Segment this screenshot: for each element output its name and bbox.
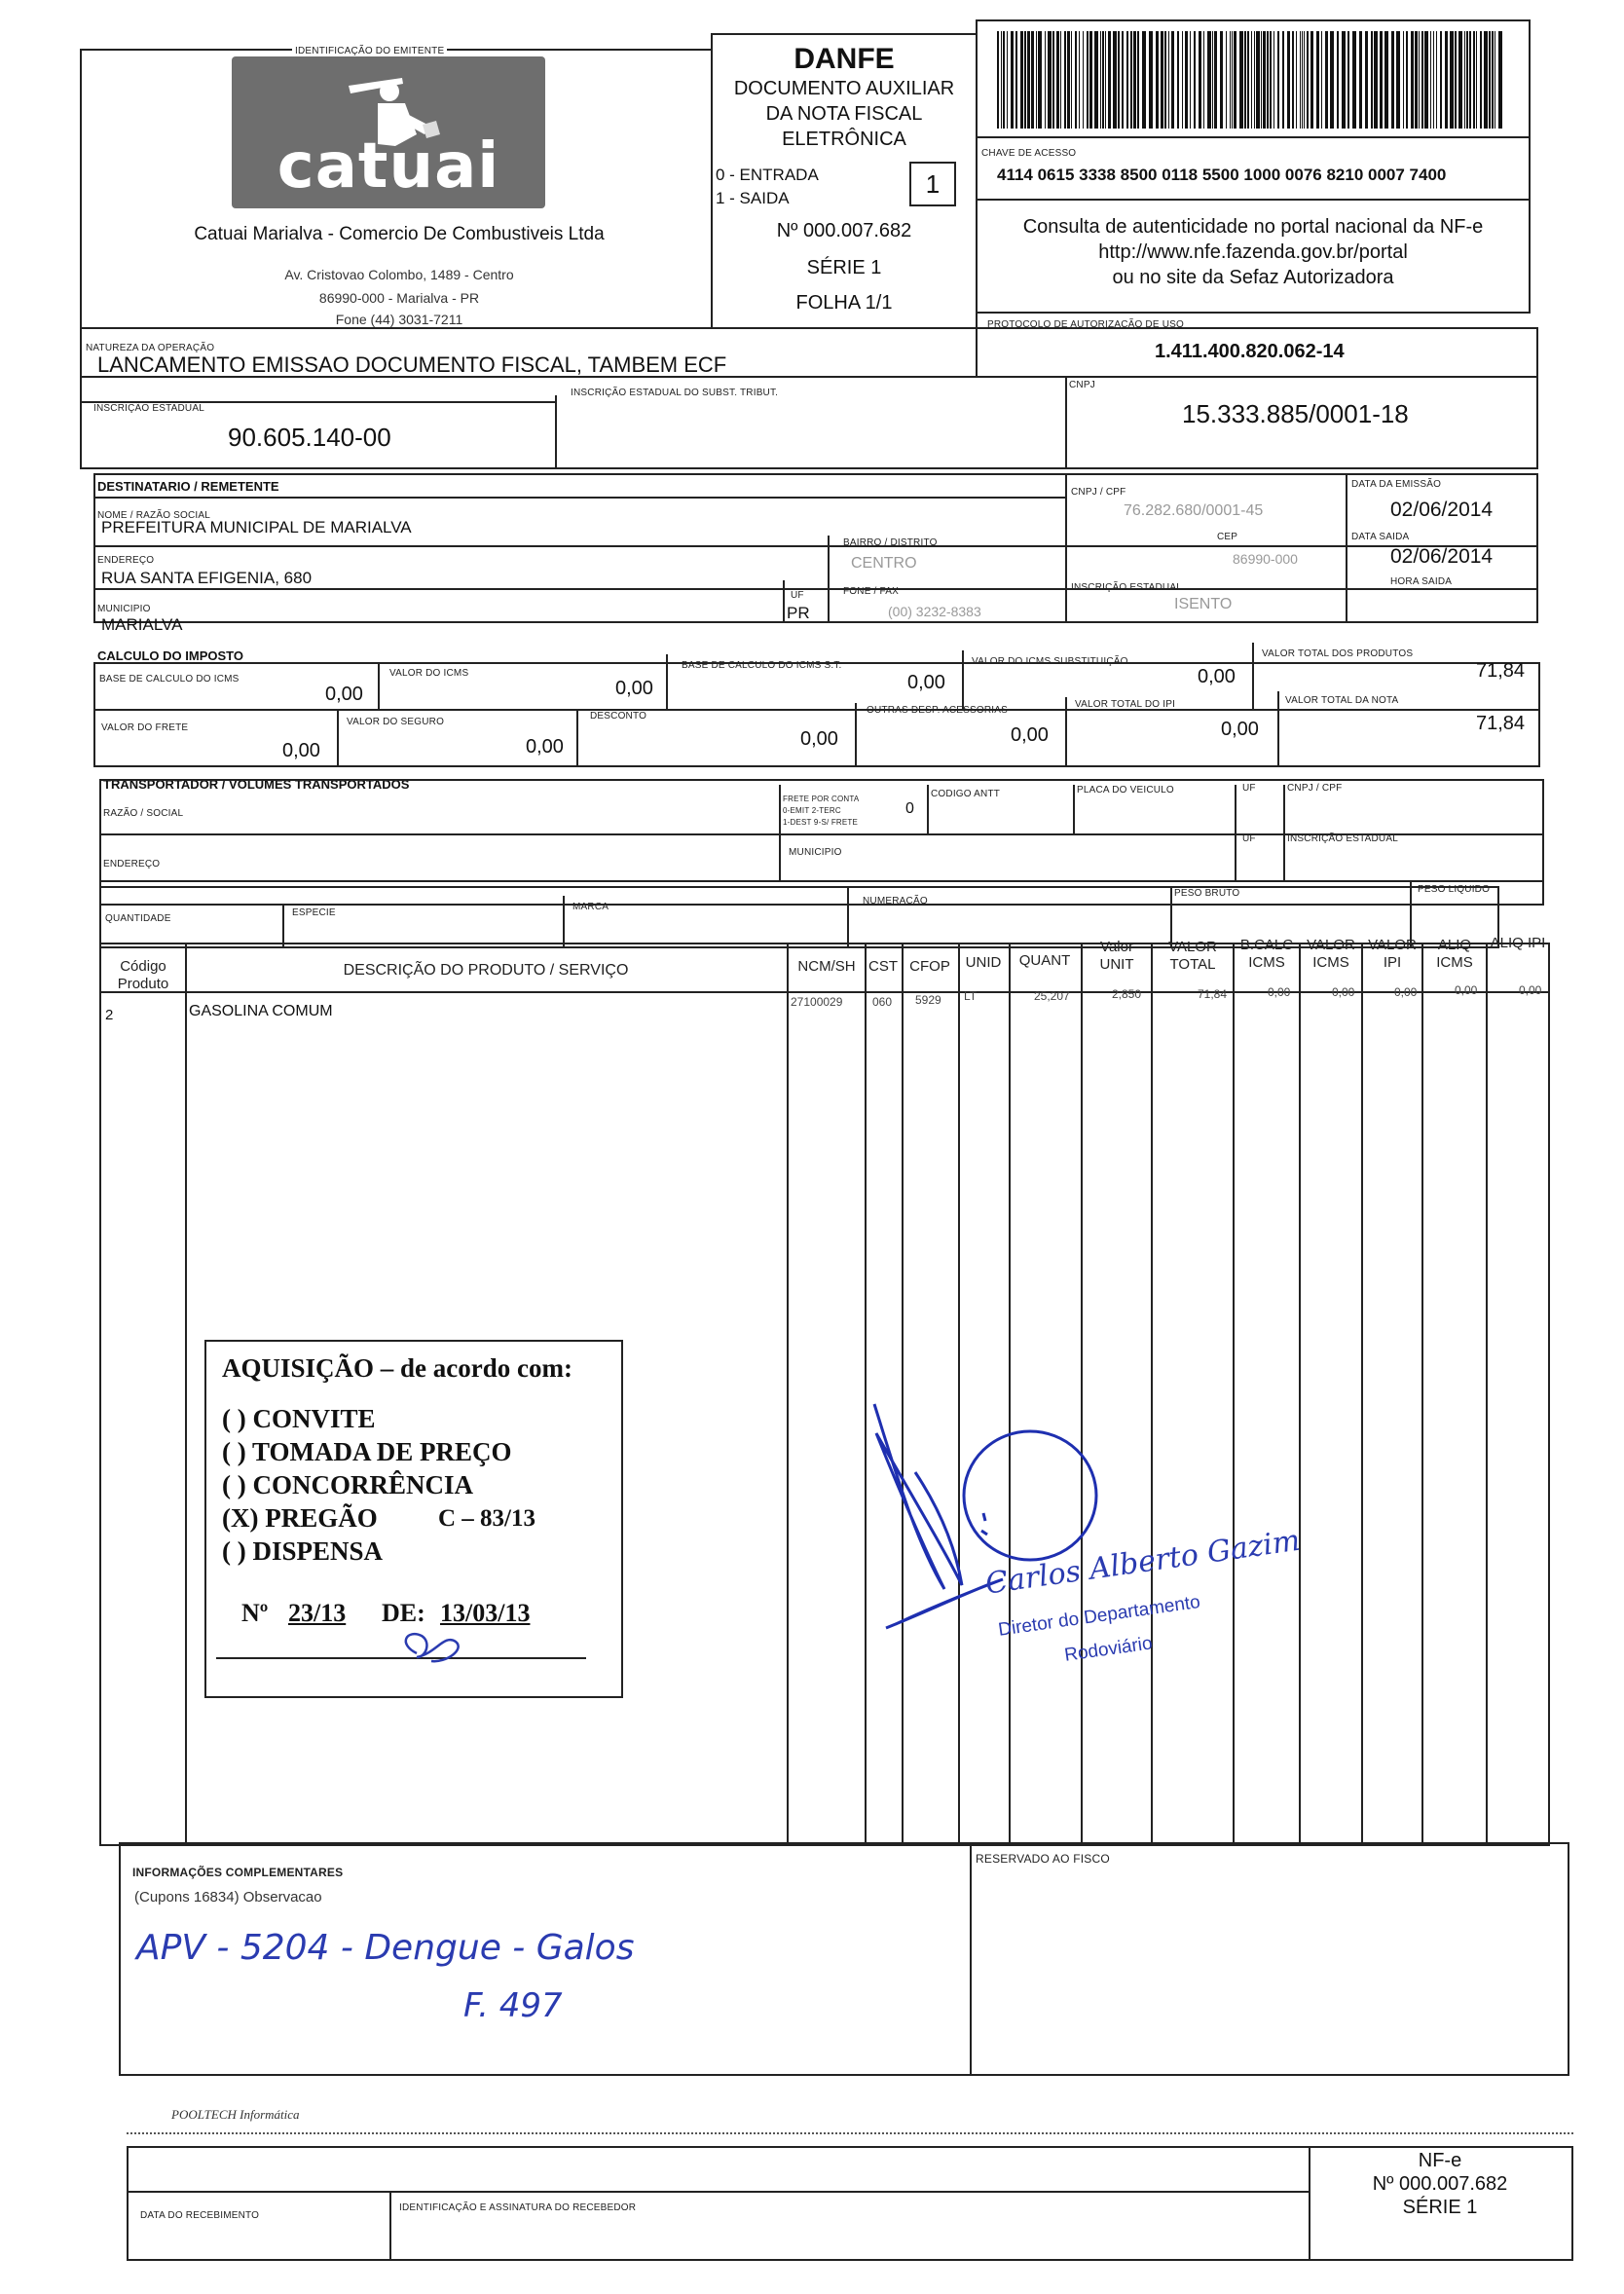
barcode-bar bbox=[1087, 31, 1089, 129]
barcode-bar bbox=[1038, 31, 1042, 129]
vol-peso-bruto-label: PESO BRUTO bbox=[1174, 888, 1240, 899]
transp-uf2-label: UF bbox=[1242, 833, 1256, 844]
signature-cargo1: Diretor do Departamento bbox=[997, 1591, 1201, 1641]
barcode-bar bbox=[1001, 31, 1002, 129]
logo-text: catuai bbox=[277, 130, 500, 203]
barcode-bar bbox=[1421, 31, 1423, 129]
barcode-bar bbox=[1071, 31, 1072, 129]
barcode-bar bbox=[1232, 31, 1233, 129]
barcode-bar bbox=[1234, 31, 1236, 129]
barcode-bar bbox=[1371, 31, 1373, 129]
dest-cnpj-value: 76.282.680/0001-45 bbox=[1124, 502, 1264, 519]
barcode-bar bbox=[1214, 31, 1217, 129]
signature-cargo2: Rodoviário bbox=[1063, 1633, 1154, 1666]
barcode-bar bbox=[1161, 31, 1163, 129]
consulta-line3: ou no site da Sefaz Autorizadora bbox=[1112, 267, 1394, 288]
vol-quantidade-label: QUANTIDADE bbox=[105, 913, 171, 924]
barcode-bar bbox=[1130, 31, 1132, 129]
chave-label: CHAVE DE ACESSO bbox=[981, 148, 1077, 159]
item-valor-total: 71,84 bbox=[1198, 987, 1228, 1001]
dest-data-emissao-label: DATA DA EMISSÃO bbox=[1351, 479, 1442, 490]
barcode-bar bbox=[1304, 31, 1305, 129]
emitente-endereco1: Av. Cristovao Colombo, 1489 - Centro bbox=[284, 267, 514, 282]
barcode-bar bbox=[1300, 31, 1301, 129]
barcode-bar bbox=[1391, 31, 1394, 129]
barcode-bar bbox=[1270, 31, 1272, 129]
barcode-bar bbox=[1113, 31, 1117, 129]
barcode-bar bbox=[1445, 31, 1448, 129]
item-cfop: 5929 bbox=[915, 993, 941, 1007]
barcode-bar bbox=[1177, 31, 1179, 129]
item-aliq-icms: 0,00 bbox=[1455, 983, 1478, 997]
danfe-subtitle2: DA NOTA FISCAL bbox=[765, 103, 923, 125]
protocolo-label: PROTOCOLO DE AUTORIZAÇÃO DE USO bbox=[987, 319, 1184, 330]
item-descricao: GASOLINA COMUM bbox=[189, 1003, 333, 1019]
stamp-opt-convite: ( ) CONVITE bbox=[222, 1404, 376, 1433]
chave-value: 4114 0615 3338 8500 0118 5500 1000 0076 8210 0007 7400 bbox=[997, 166, 1447, 184]
barcode-bar bbox=[1056, 31, 1059, 129]
barcode-bar bbox=[1168, 31, 1169, 129]
col-ncm: NCM/SH bbox=[797, 958, 856, 975]
transp-endereco-label: ENDEREÇO bbox=[103, 859, 161, 870]
item-aliq-ipi: 0,00 bbox=[1519, 983, 1542, 997]
danfe-title: DANFE bbox=[794, 43, 895, 75]
data-recebimento-label: DATA DO RECEBIMENTO bbox=[140, 2210, 260, 2221]
vol-marca-label: MARCA bbox=[572, 902, 609, 912]
barcode-bar bbox=[1450, 31, 1454, 129]
stamp-opt-concorrencia: ( ) CONCORRÊNCIA bbox=[222, 1470, 473, 1499]
consulta-line2: http://www.nfe.fazenda.gov.br/portal bbox=[1098, 241, 1408, 263]
barcode-bar bbox=[1247, 31, 1249, 129]
col-cst: CST bbox=[868, 958, 898, 975]
danfe-entrada: 0 - ENTRADA bbox=[716, 166, 819, 184]
col-cfop: CFOP bbox=[909, 958, 950, 975]
total-nota-label: VALOR TOTAL DA NOTA bbox=[1285, 695, 1399, 706]
barcode-bar bbox=[1027, 31, 1030, 129]
barcode-bar bbox=[1325, 31, 1328, 129]
barcode-bar bbox=[1458, 31, 1462, 129]
barcode-bar bbox=[1190, 31, 1191, 129]
dest-fone-value: (00) 3232-8383 bbox=[888, 604, 981, 619]
base-icms-value: 0,00 bbox=[325, 684, 363, 705]
barcode-graphic bbox=[997, 31, 1503, 129]
barcode-bar bbox=[1075, 31, 1077, 129]
barcode-bar bbox=[1406, 31, 1408, 129]
dest-data-emissao-value: 02/06/2014 bbox=[1390, 499, 1494, 521]
barcode-bar bbox=[1302, 31, 1303, 129]
transp-uf-label: UF bbox=[1242, 783, 1256, 794]
item-valor-ipi: 0,00 bbox=[1394, 985, 1418, 999]
barcode-bar bbox=[1464, 31, 1465, 129]
emitente-label: IDENTIFICAÇÃO DO EMITENTE bbox=[292, 46, 447, 56]
barcode-bar bbox=[1256, 31, 1260, 129]
barcode-bar bbox=[1403, 31, 1404, 129]
barcode-bar bbox=[1480, 31, 1482, 129]
barcode-bar bbox=[1244, 31, 1246, 129]
barcode-bar bbox=[1251, 31, 1252, 129]
barcode-bar bbox=[1142, 31, 1146, 129]
item-bcalc-icms: 0,00 bbox=[1268, 985, 1291, 999]
destinatario-section: DESTINATARIO / REMETENTE bbox=[97, 479, 279, 494]
barcode-bar bbox=[1060, 31, 1061, 129]
stamp-numero-value: 23/13 bbox=[288, 1599, 347, 1627]
frete-value: 0,00 bbox=[282, 740, 320, 761]
danfe-folha: FOLHA 1/1 bbox=[795, 292, 893, 314]
dest-bairro-label: BAIRRO / DISTRITO bbox=[843, 537, 938, 548]
frete-label: VALOR DO FRETE bbox=[101, 722, 189, 733]
barcode-bar bbox=[1207, 31, 1211, 129]
dest-uf-value: PR bbox=[787, 604, 810, 622]
col-valor-icms: VALOR ICMS bbox=[1307, 937, 1355, 971]
barcode-bar bbox=[1100, 31, 1101, 129]
natureza-label: NATUREZA DA OPERAÇÃO bbox=[86, 343, 215, 353]
barcode-bar bbox=[1067, 31, 1070, 129]
barcode-bar bbox=[1239, 31, 1243, 129]
dest-bairro-value: CENTRO bbox=[851, 555, 917, 572]
dest-hora-label: HORA SAIDA bbox=[1390, 576, 1453, 587]
transp-ie-label: INSCRIÇÃO ESTADUAL bbox=[1287, 833, 1398, 844]
barcode-bar bbox=[1384, 31, 1388, 129]
barcode-bar bbox=[1094, 31, 1098, 129]
signature-name: Carlos Alberto Gazim bbox=[983, 1523, 1303, 1602]
total-nota-value: 71,84 bbox=[1476, 713, 1526, 734]
natureza-value: LANCAMENTO EMISSAO DOCUMENTO FISCAL, TAMBEM ECF bbox=[97, 352, 727, 377]
transp-frete-label1: FRETE POR CONTA bbox=[783, 795, 860, 803]
col-descricao: DESCRIÇÃO DO PRODUTO / SERVIÇO bbox=[343, 962, 629, 979]
barcode-bar bbox=[1199, 31, 1201, 129]
ipi-value: 0,00 bbox=[1221, 719, 1259, 740]
barcode-bar bbox=[1342, 31, 1346, 129]
stamp-opt-dispensa: ( ) DISPENSA bbox=[222, 1536, 384, 1566]
col-valor-ipi: VALOR IPI bbox=[1368, 937, 1417, 971]
barcode-bar bbox=[1476, 31, 1477, 129]
barcode-bar bbox=[1261, 31, 1262, 129]
item-cst: 060 bbox=[872, 995, 893, 1009]
item-unid: LT bbox=[964, 989, 978, 1003]
transp-placa-label: PLACA DO VEICULO bbox=[1077, 785, 1174, 796]
canhoto-nfe: NF-e bbox=[1418, 2150, 1462, 2171]
barcode-bar bbox=[1473, 31, 1475, 129]
valor-icms-label: VALOR DO ICMS bbox=[389, 668, 469, 679]
stamp-numero-label: Nº bbox=[241, 1599, 269, 1627]
ie-value: 90.605.140-00 bbox=[228, 423, 391, 452]
barcode-bar bbox=[1492, 31, 1494, 129]
item-quant: 25,207 bbox=[1034, 989, 1070, 1003]
transp-frete-label3: 1-DEST 9-S/ FRETE bbox=[783, 818, 859, 827]
danfe-serie: SÉRIE 1 bbox=[806, 257, 882, 278]
barcode bbox=[997, 31, 1503, 129]
barcode-bar bbox=[1007, 31, 1008, 129]
barcode-bar bbox=[1380, 31, 1383, 129]
barcode-bar bbox=[1064, 31, 1066, 129]
base-icms-label: BASE DE CALCULO DO ICMS bbox=[99, 674, 240, 684]
danfe-subtitle1: DOCUMENTO AUXILIAR bbox=[733, 78, 955, 99]
catuai-logo bbox=[232, 56, 545, 208]
protocolo-value: 1.411.400.820.062-14 bbox=[1155, 341, 1345, 362]
barcode-bar bbox=[1015, 31, 1017, 129]
canhoto-numero: Nº 000.007.682 bbox=[1372, 2173, 1508, 2195]
danfe-tipo-box bbox=[909, 162, 956, 206]
barcode-bar bbox=[1171, 31, 1174, 129]
barcode-bar bbox=[1419, 31, 1420, 129]
barcode-bar bbox=[1374, 31, 1378, 129]
barcode-bar bbox=[1185, 31, 1188, 129]
barcode-bar bbox=[1396, 31, 1400, 129]
dest-municipio-value: MARIALVA bbox=[101, 615, 183, 634]
barcode-bar bbox=[1011, 31, 1014, 129]
barcode-bar bbox=[1230, 31, 1231, 129]
barcode-bar bbox=[1498, 31, 1502, 129]
vol-peso-liquido-label: PESO LIQUIDO bbox=[1418, 884, 1491, 895]
desconto-value: 0,00 bbox=[800, 728, 838, 750]
barcode-bar bbox=[1149, 31, 1153, 129]
dest-cep-label: CEP bbox=[1217, 532, 1238, 542]
item-valor-icms: 0,00 bbox=[1332, 985, 1355, 999]
desconto-label: DESCONTO bbox=[590, 711, 647, 722]
barcode-bar bbox=[1048, 31, 1052, 129]
barcode-bar bbox=[997, 31, 999, 129]
barcode-bar bbox=[1036, 31, 1037, 129]
barcode-bar bbox=[1273, 31, 1274, 129]
col-codigo: Código Produto bbox=[117, 958, 169, 992]
stamp-data-value: 13/03/13 bbox=[440, 1599, 531, 1627]
barcode-bar bbox=[1024, 31, 1026, 129]
cnpj-emitente-label: CNPJ bbox=[1069, 380, 1095, 390]
barcode-bar bbox=[1226, 31, 1227, 129]
emitente-endereco2: 86990-000 - Marialva - PR bbox=[318, 290, 480, 306]
ie-label: INSCRIÇÃO ESTADUAL bbox=[93, 403, 204, 414]
barcode-bar bbox=[1254, 31, 1255, 129]
vol-especie-label: ESPECIE bbox=[292, 907, 336, 918]
dest-data-saida-value: 02/06/2014 bbox=[1390, 545, 1494, 568]
barcode-bar bbox=[1267, 31, 1269, 129]
valor-icms-st-value: 0,00 bbox=[1198, 666, 1236, 687]
outras-value: 0,00 bbox=[1011, 724, 1049, 746]
barcode-bar bbox=[1089, 31, 1092, 129]
dest-endereco-label: ENDEREÇO bbox=[97, 555, 155, 566]
valor-icms-st-label: VALOR DO ICMS SUBSTITUIÇÃO bbox=[972, 656, 1128, 667]
transp-municipio-label: MUNICIPIO bbox=[789, 847, 842, 858]
aquisicao-stamp bbox=[204, 1340, 623, 1698]
barcode-bar bbox=[1489, 31, 1491, 129]
stamp-opt-tomada: ( ) TOMADA DE PREÇO bbox=[222, 1437, 512, 1466]
info-complementares-value: (Cupons 16834) Observacao bbox=[134, 1889, 322, 1906]
total-produtos-value: 71,84 bbox=[1476, 660, 1526, 682]
base-icms-st-value: 0,00 bbox=[907, 672, 945, 693]
barcode-bar bbox=[1182, 31, 1183, 129]
identificacao-recebedor-label: IDENTIFICAÇÃO E ASSINATURA DO RECEBEDOR bbox=[399, 2202, 637, 2213]
barcode-bar bbox=[1433, 31, 1434, 129]
barcode-bar bbox=[1321, 31, 1322, 129]
col-valor-total: VALOR TOTAL bbox=[1168, 939, 1217, 973]
barcode-bar bbox=[1307, 31, 1309, 129]
barcode-bar bbox=[1203, 31, 1204, 129]
consulta-line1: Consulta de autenticidade no portal nacional da NF-e bbox=[1022, 216, 1484, 238]
barcode-bar bbox=[1031, 31, 1034, 129]
transp-frete-label2: 0-EMIT 2-TERC bbox=[783, 806, 841, 815]
stamp-opt-pregao: (X) PREGÃO bbox=[222, 1503, 378, 1533]
item-ncm: 27100029 bbox=[791, 995, 843, 1009]
barcode-bar bbox=[1277, 31, 1279, 129]
software-footer: POOLTECH Informática bbox=[171, 2107, 300, 2122]
barcode-bar bbox=[1466, 31, 1468, 129]
barcode-bar bbox=[1411, 31, 1414, 129]
col-aliq-ipi: ALIQ IPI bbox=[1490, 935, 1546, 951]
barcode-bar bbox=[1220, 31, 1223, 129]
reservado-fisco-label: RESERVADO AO FISCO bbox=[976, 1852, 1110, 1866]
col-unid: UNID bbox=[965, 954, 1002, 971]
base-icms-st-label: BASE DE CALCULO DO ICMS S.T. bbox=[682, 660, 842, 671]
dest-endereco-value: RUA SANTA EFIGENIA, 680 bbox=[101, 569, 313, 587]
barcode-bar bbox=[1316, 31, 1319, 129]
barcode-bar bbox=[1310, 31, 1313, 129]
seguro-value: 0,00 bbox=[526, 736, 564, 758]
barcode-bar bbox=[1003, 31, 1005, 129]
ie-st-label: INSCRIÇÃO ESTADUAL DO SUBST. TRIBUT. bbox=[571, 388, 779, 398]
dest-nome-value: PREFEITURA MUNICIPAL DE MARIALVA bbox=[101, 518, 412, 536]
stamp-pregao-num: C – 83/13 bbox=[438, 1505, 535, 1532]
danfe-saida: 1 - SAIDA bbox=[716, 189, 790, 207]
barcode-bar bbox=[1359, 31, 1362, 129]
stamp-data-label: DE: bbox=[382, 1599, 425, 1627]
barcode-bar bbox=[1484, 31, 1488, 129]
barcode-bar bbox=[1287, 31, 1290, 129]
emitente-nome: Catuai Marialva - Comercio De Combustiveis Ltda bbox=[194, 224, 605, 244]
barcode-bar bbox=[1415, 31, 1418, 129]
barcode-bar bbox=[1337, 31, 1339, 129]
barcode-bar bbox=[1118, 31, 1120, 129]
cnpj-emitente-value: 15.333.885/0001-18 bbox=[1182, 399, 1409, 428]
valor-icms-value: 0,00 bbox=[615, 678, 653, 699]
barcode-bar bbox=[1126, 31, 1128, 129]
handwritten-note2: F. 497 bbox=[463, 1986, 563, 2025]
barcode-bar bbox=[1282, 31, 1284, 129]
dest-fone-label: FONE / FAX bbox=[843, 586, 900, 597]
ipi-label: VALOR TOTAL DO IPI bbox=[1075, 699, 1176, 710]
barcode-bar bbox=[1052, 31, 1054, 129]
col-quant: QUANT bbox=[1018, 952, 1071, 969]
stamp-title: AQUISIÇÃO – de acordo com: bbox=[222, 1353, 572, 1383]
dest-ie-value: ISENTO bbox=[1174, 596, 1233, 612]
col-aliq-icms: ALIQ ICMS bbox=[1436, 937, 1473, 971]
barcode-bar bbox=[1347, 31, 1349, 129]
barcode-bar bbox=[1137, 31, 1139, 129]
barcode-bar bbox=[1122, 31, 1124, 129]
barcode-bar bbox=[1296, 31, 1297, 129]
barcode-bar bbox=[1020, 31, 1023, 129]
handwritten-note1: APV - 5204 - Dengue - Galos bbox=[136, 1928, 635, 1968]
dest-nome-label: NOME / RAZÃO SOCIAL bbox=[97, 510, 211, 521]
transp-cnpj-label: CNPJ / CPF bbox=[1287, 783, 1343, 794]
emitente-fone: Fone (44) 3031-7211 bbox=[335, 312, 463, 327]
barcode-bar bbox=[1164, 31, 1166, 129]
transp-frete-value: 0 bbox=[905, 800, 914, 817]
col-valor-unit: Valor UNIT bbox=[1099, 939, 1134, 973]
dotted-separator bbox=[127, 2132, 1573, 2134]
barcode-bar bbox=[1292, 31, 1294, 129]
barcode-bar bbox=[1133, 31, 1136, 129]
transportador-section: TRANSPORTADOR / VOLUMES TRANSPORTADOS bbox=[103, 777, 410, 792]
info-complementares-label: INFORMAÇÕES COMPLEMENTARES bbox=[132, 1866, 344, 1879]
barcode-bar bbox=[1424, 31, 1428, 129]
imposto-section: CALCULO DO IMPOSTO bbox=[97, 648, 243, 663]
col-bcalc-icms: B.CALC ICMS bbox=[1239, 937, 1294, 971]
danfe-numero: Nº 000.007.682 bbox=[776, 220, 912, 241]
stamp-rubrica-icon bbox=[388, 1624, 475, 1673]
danfe-subtitle3: ELETRÔNICA bbox=[782, 129, 906, 150]
danfe-tipo-value: 1 bbox=[925, 169, 941, 199]
barcode-bar bbox=[1194, 31, 1196, 129]
item-valor-unit: 2,850 bbox=[1112, 987, 1142, 1001]
dest-cnpj-label: CNPJ / CPF bbox=[1071, 487, 1126, 498]
barcode-bar bbox=[1469, 31, 1471, 129]
vol-numeracao-label: NUMERAÇÃO bbox=[863, 896, 928, 906]
barcode-bar bbox=[1436, 31, 1437, 129]
dest-ie-label: INSCRIÇÃO ESTADUAL bbox=[1071, 582, 1182, 593]
barcode-bar bbox=[1330, 31, 1334, 129]
total-produtos-label: VALOR TOTAL DOS PRODUTOS bbox=[1262, 648, 1414, 659]
barcode-bar bbox=[1083, 31, 1084, 129]
barcode-bar bbox=[1440, 31, 1442, 129]
barcode-bar bbox=[1045, 31, 1046, 129]
barcode-bar bbox=[1365, 31, 1368, 129]
barcode-bar bbox=[1263, 31, 1266, 129]
dest-uf-label: UF bbox=[791, 590, 804, 601]
outras-label: OUTRAS DESP. ACESSORIAS bbox=[867, 705, 1009, 716]
dest-data-saida-label: DATA SAIDA bbox=[1351, 532, 1410, 542]
barcode-bar bbox=[1079, 31, 1080, 129]
dest-municipio-label: MUNICIPIO bbox=[97, 604, 151, 614]
barcode-bar bbox=[1212, 31, 1213, 129]
barcode-bar bbox=[1352, 31, 1356, 129]
transp-razao-label: RAZÃO / SOCIAL bbox=[103, 808, 184, 819]
item-codigo: 2 bbox=[105, 1007, 114, 1023]
transp-antt-label: CODIGO ANTT bbox=[931, 789, 1001, 799]
barcode-bar bbox=[1430, 31, 1431, 129]
dest-cep-value: 86990-000 bbox=[1233, 551, 1298, 567]
barcode-bar bbox=[1156, 31, 1159, 129]
seguro-label: VALOR DO SEGURO bbox=[347, 717, 445, 727]
canhoto-serie: SÉRIE 1 bbox=[1402, 2197, 1478, 2218]
barcode-bar bbox=[1102, 31, 1104, 129]
barcode-bar bbox=[1455, 31, 1457, 129]
barcode-bar bbox=[1105, 31, 1106, 129]
barcode-bar bbox=[1108, 31, 1111, 129]
